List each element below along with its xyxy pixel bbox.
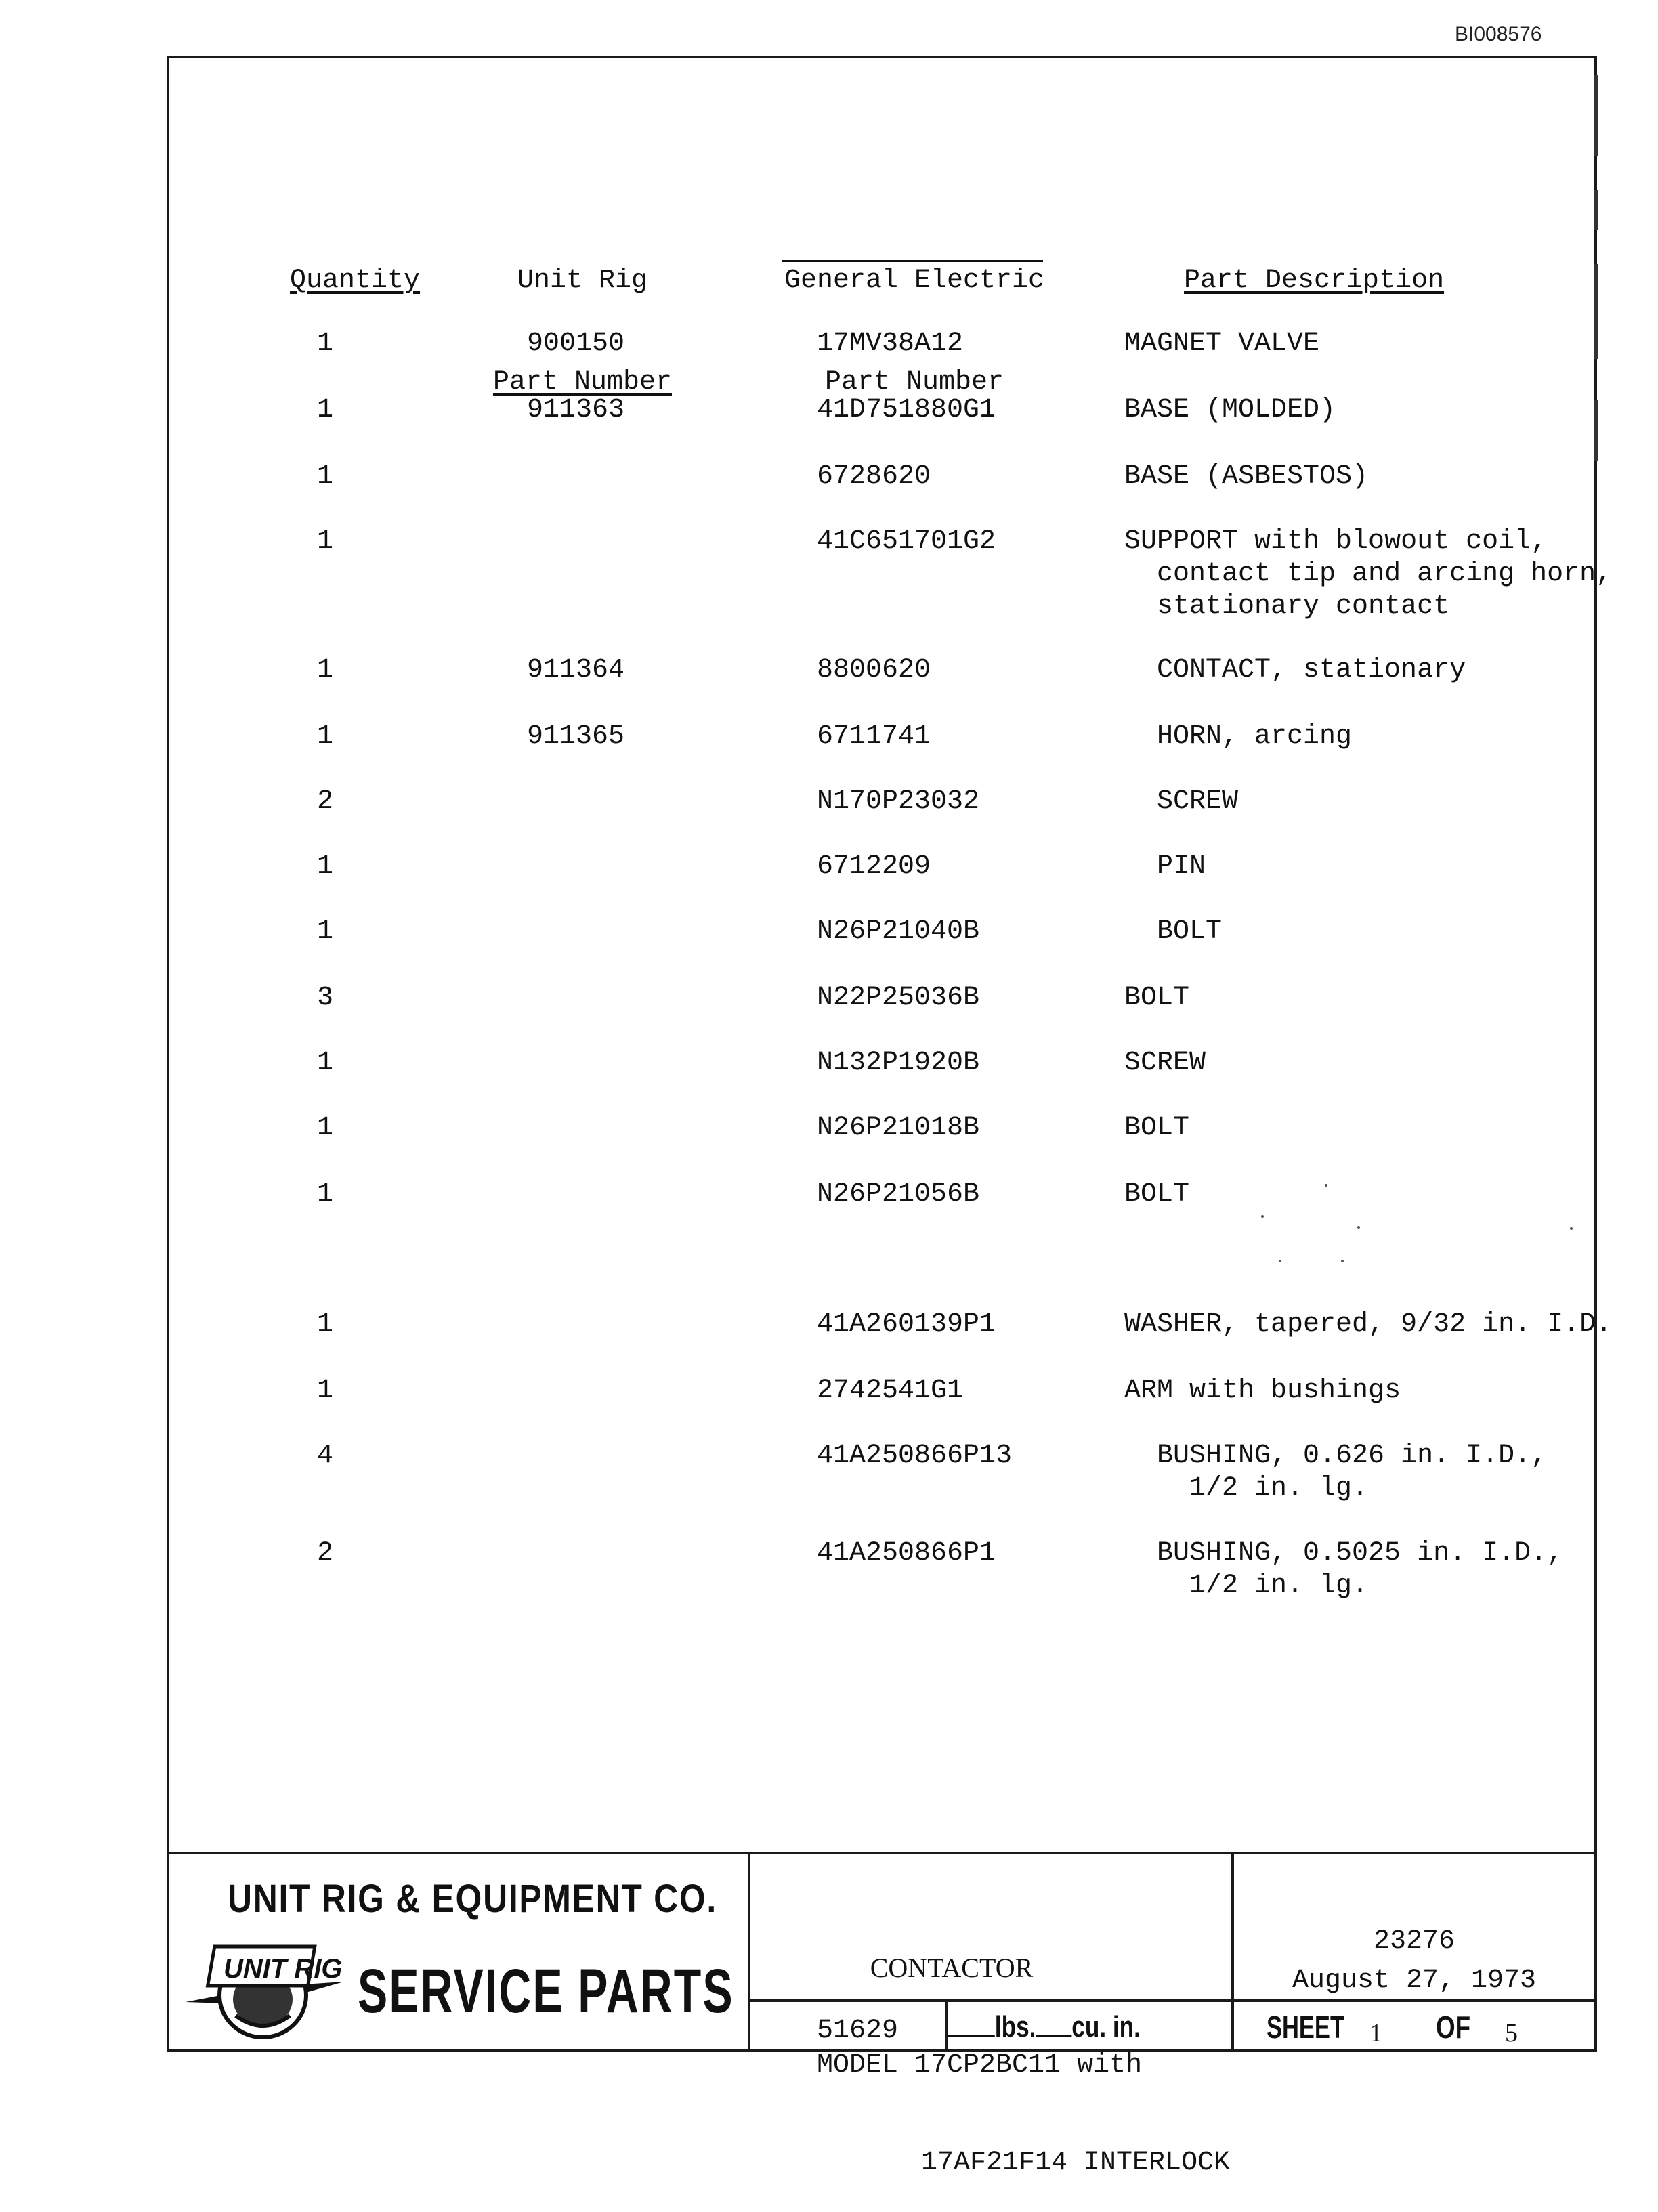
description-line: 1/2 in. lg. [1157,1571,1369,1601]
description-line: BOLT [1124,1113,1190,1143]
drawing-date: August 27, 1973 [1292,1965,1537,1996]
document-id: BI008576 [1455,23,1542,45]
description-line: BOLT [1124,983,1190,1013]
description-line: stationary contact [1124,591,1450,622]
header-ge-line1: General Electric [784,265,1045,296]
ge-part-cell: N22P25036B [817,983,980,1013]
description-line: BASE (ASBESTOS) [1124,461,1369,492]
header-unit-rig-line1: Unit Rig [517,265,648,296]
quantity-cell: 2 [317,1538,334,1569]
ge-part-cell: N170P23032 [817,786,980,817]
description-cell [1157,1440,1547,1505]
ge-part-cell: 6712209 [817,851,931,882]
scan-speck [1279,1260,1281,1262]
ge-part-cell: N26P21056B [817,1179,980,1210]
title-divider-1 [748,1853,750,2052]
description-cell [1124,461,1368,493]
description-cell [1157,851,1206,883]
header-description-label: Part Description [1184,265,1445,296]
description-line: SUPPORT with blowout coil, [1124,526,1548,557]
quantity-cell: 1 [317,328,334,359]
ge-part-cell: 17MV38A12 [817,328,964,359]
header-unit-rig-line2: Part Number [492,367,673,398]
quantity-cell: 1 [317,655,334,685]
title-description-line2: MODEL 17CP2BC11 with [817,2050,1143,2081]
quantity-cell: 1 [317,721,334,752]
description-cell [1124,982,1189,1015]
ge-part-cell: N132P1920B [817,1048,980,1078]
header-quantity [257,230,421,298]
edge-scan-marks [1593,61,1600,481]
logo-text: UNIT RIG [224,1954,343,1984]
quantity-cell: 1 [317,916,334,947]
ge-part-cell: 41A250866P13 [817,1441,1013,1471]
description-line: SCREW [1157,786,1239,817]
description-cell [1124,394,1336,427]
sheet-label: SHEET [1267,2009,1345,2045]
description-line: 1/2 in. lg. [1157,1473,1369,1504]
lbs-blank [948,2010,995,2037]
sheet-number: 1 [1369,2019,1382,2047]
description-line: PIN [1157,851,1206,882]
description-cell [1157,916,1222,948]
unit-rig-logo [182,1934,351,2043]
quantity-cell: 1 [317,1376,334,1406]
description-line: CONTACT, stationary [1157,655,1466,685]
quantity-cell: 1 [317,395,334,425]
description-line: MAGNET VALVE [1124,328,1320,359]
ge-part-cell: 8800620 [817,655,931,685]
quantity-cell: 1 [317,1113,334,1143]
description-cell [1124,1112,1189,1145]
unit-rig-part-cell: 911365 [527,721,625,752]
unit-rig-part-cell: 911364 [527,655,625,685]
quantity-cell: 4 [317,1441,334,1471]
ge-part-cell: 41A250866P1 [817,1538,996,1569]
quantity-cell: 1 [317,1048,334,1078]
description-line: BUSHING, 0.626 in. I.D., [1157,1441,1548,1471]
ge-part-cell: 41A260139P1 [817,1309,996,1340]
quantity-cell: 1 [317,851,334,882]
scan-speck [1341,1260,1344,1262]
scan-speck [1357,1226,1360,1229]
description-line: HORN, arcing [1157,721,1353,752]
description-cell [1157,1537,1563,1602]
description-cell [1124,328,1319,360]
scan-speck [1261,1215,1264,1218]
description-cell [1124,1047,1206,1080]
of-label: OF [1436,2009,1471,2045]
weight-units [948,2010,1141,2044]
description-line: ARM with bushings [1124,1376,1401,1406]
scan-speck [1570,1227,1573,1230]
title-description-line1: CONTACTOR [870,1953,1034,1983]
description-line: WASHER, tapered, 9/32 in. I.D. [1124,1309,1613,1340]
quantity-cell: 1 [317,1309,334,1340]
header-description [1151,230,1445,298]
quantity-cell: 1 [317,526,334,557]
ge-part-cell: 2742541G1 [817,1376,964,1406]
description-line: BOLT [1157,916,1223,947]
ge-part-cell: 41D751880G1 [817,395,996,425]
description-cell [1124,1309,1612,1341]
drawing-number: 23276 [1373,1926,1455,1957]
company-name: UNIT RIG & EQUIPMENT CO. [228,1877,717,1921]
description-cell [1124,1178,1189,1211]
description-cell [1157,654,1466,687]
header-ge-underline [782,260,1043,262]
scan-speck [1325,1184,1327,1187]
ge-part-cell: 41C651701G2 [817,526,996,557]
description-cell [1124,526,1612,623]
description-cell [1157,786,1238,818]
header-quantity-label: Quantity [290,265,421,296]
service-parts-title: SERVICE PARTS [358,1957,734,2026]
description-cell [1157,721,1352,753]
description-cell [1124,1375,1401,1407]
unit-rig-part-cell: 900150 [527,328,625,359]
lbs-label: lbs. [994,2010,1036,2043]
ge-part-cell: N26P21040B [817,916,980,947]
ge-part-cell: 6728620 [817,461,931,492]
quantity-cell: 1 [317,461,334,492]
ge-part-cell: N26P21018B [817,1113,980,1143]
cu-in-label: cu. in. [1071,2010,1141,2043]
description-line: contact tip and arcing horn, [1124,559,1613,589]
weight-number: 51629 [817,2016,899,2046]
description-line: BASE (MOLDED) [1124,395,1336,425]
description-line: BOLT [1124,1179,1190,1210]
quantity-cell: 1 [317,1179,334,1210]
quantity-cell: 3 [317,983,334,1013]
title-description-line3: 17AF21F14 INTERLOCK [921,2148,1231,2178]
description-line: BUSHING, 0.5025 in. I.D., [1157,1538,1564,1569]
quantity-cell: 2 [317,786,334,817]
unit-rig-part-cell: 911363 [527,395,625,425]
ge-part-cell: 6711741 [817,721,931,752]
title-description [752,1887,1233,2212]
header-ge-line2: Part Number [824,367,1004,398]
cu-in-blank [1036,2010,1071,2037]
sheet-total: 5 [1505,2019,1518,2047]
description-line: SCREW [1124,1048,1206,1078]
